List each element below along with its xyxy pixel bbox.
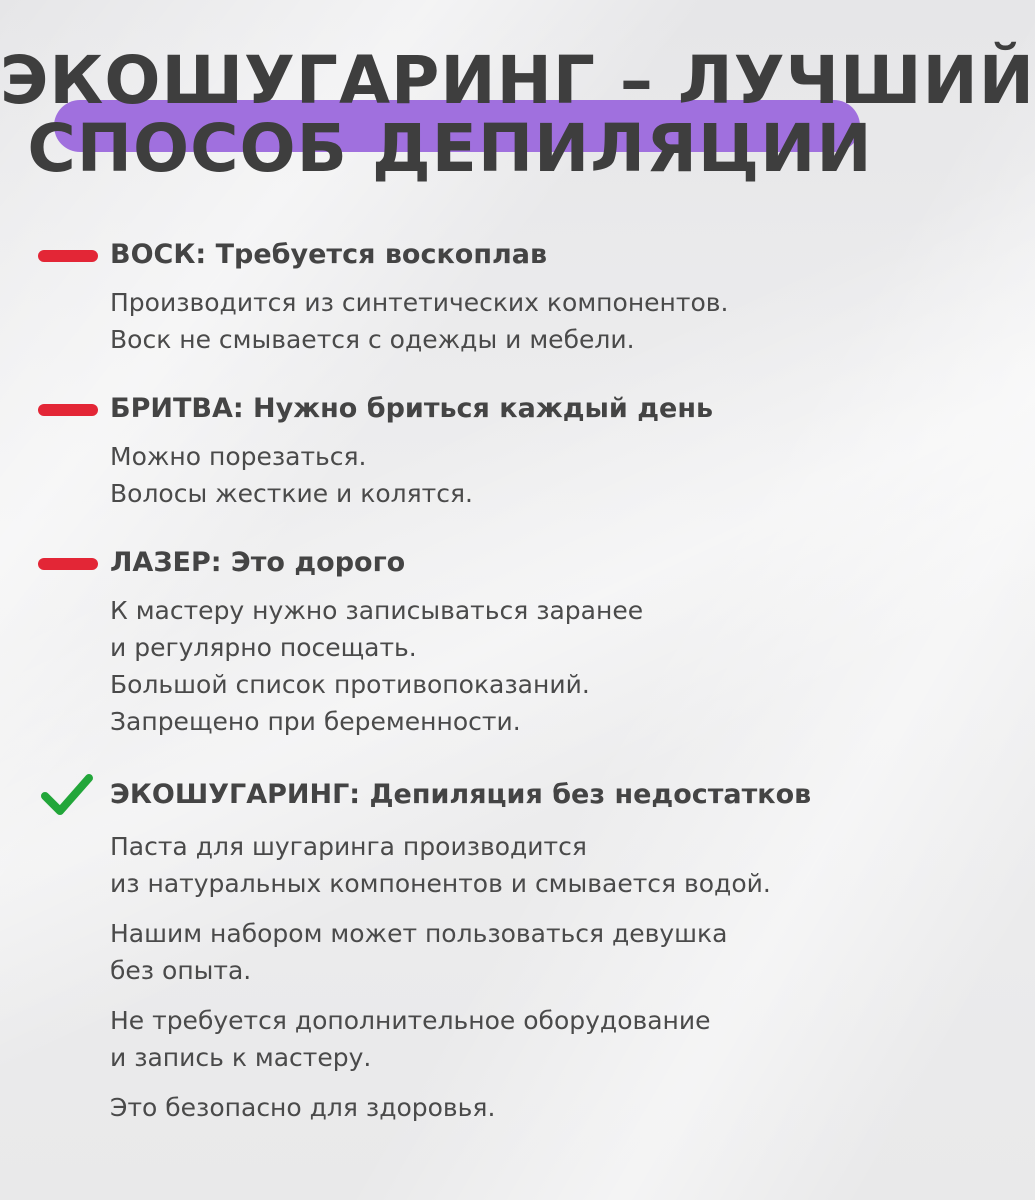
title-line-2: СПОСОБ ДЕПИЛЯЦИИ (27, 110, 873, 187)
section-heading: ЭКОШУГАРИНГ: Депиляция без недостатков (110, 779, 812, 810)
minus-icon (38, 404, 98, 416)
description-line: из натуральных компонентов и смывается водой. (110, 869, 771, 898)
section-description (110, 284, 890, 358)
description-line: без опыта. (110, 956, 252, 985)
section-description (110, 438, 890, 512)
section-heading: ВОСК: Требуется воскоплав (110, 239, 548, 270)
description-line: Запрещено при беременности. (110, 707, 521, 736)
description-line: Нашим набором может пользоваться девушка (110, 919, 728, 948)
section-description (110, 828, 890, 1126)
description-line: К мастеру нужно записываться заранее (110, 596, 644, 625)
minus-icon (38, 250, 98, 262)
section-description (110, 592, 890, 740)
description-line: Не требуется дополнительное оборудование (110, 1006, 711, 1035)
title-line-1: ЭКОШУГАРИНГ – ЛУЧШИЙ (0, 42, 1035, 119)
description-line: Большой список противопоказаний. (110, 670, 590, 699)
description-line: Это безопасно для здоровья. (110, 1093, 496, 1122)
description-line: Производится из синтетических компонентов. (110, 288, 729, 317)
page-title (0, 30, 1035, 187)
section-heading: ЛАЗЕР: Это дорого (110, 547, 406, 578)
description-line: и регулярно посещать. (110, 633, 417, 662)
description-line: и запись к мастеру. (110, 1043, 372, 1072)
description-line: Можно порезаться. (110, 442, 367, 471)
minus-icon (38, 558, 98, 570)
description-line: Паста для шугаринга производится (110, 832, 587, 861)
description-line: Волосы жесткие и колятся. (110, 479, 473, 508)
check-icon (40, 772, 94, 820)
section-heading: БРИТВА: Нужно бриться каждый день (110, 393, 714, 424)
description-line: Воск не смывается с одежды и мебели. (110, 325, 635, 354)
